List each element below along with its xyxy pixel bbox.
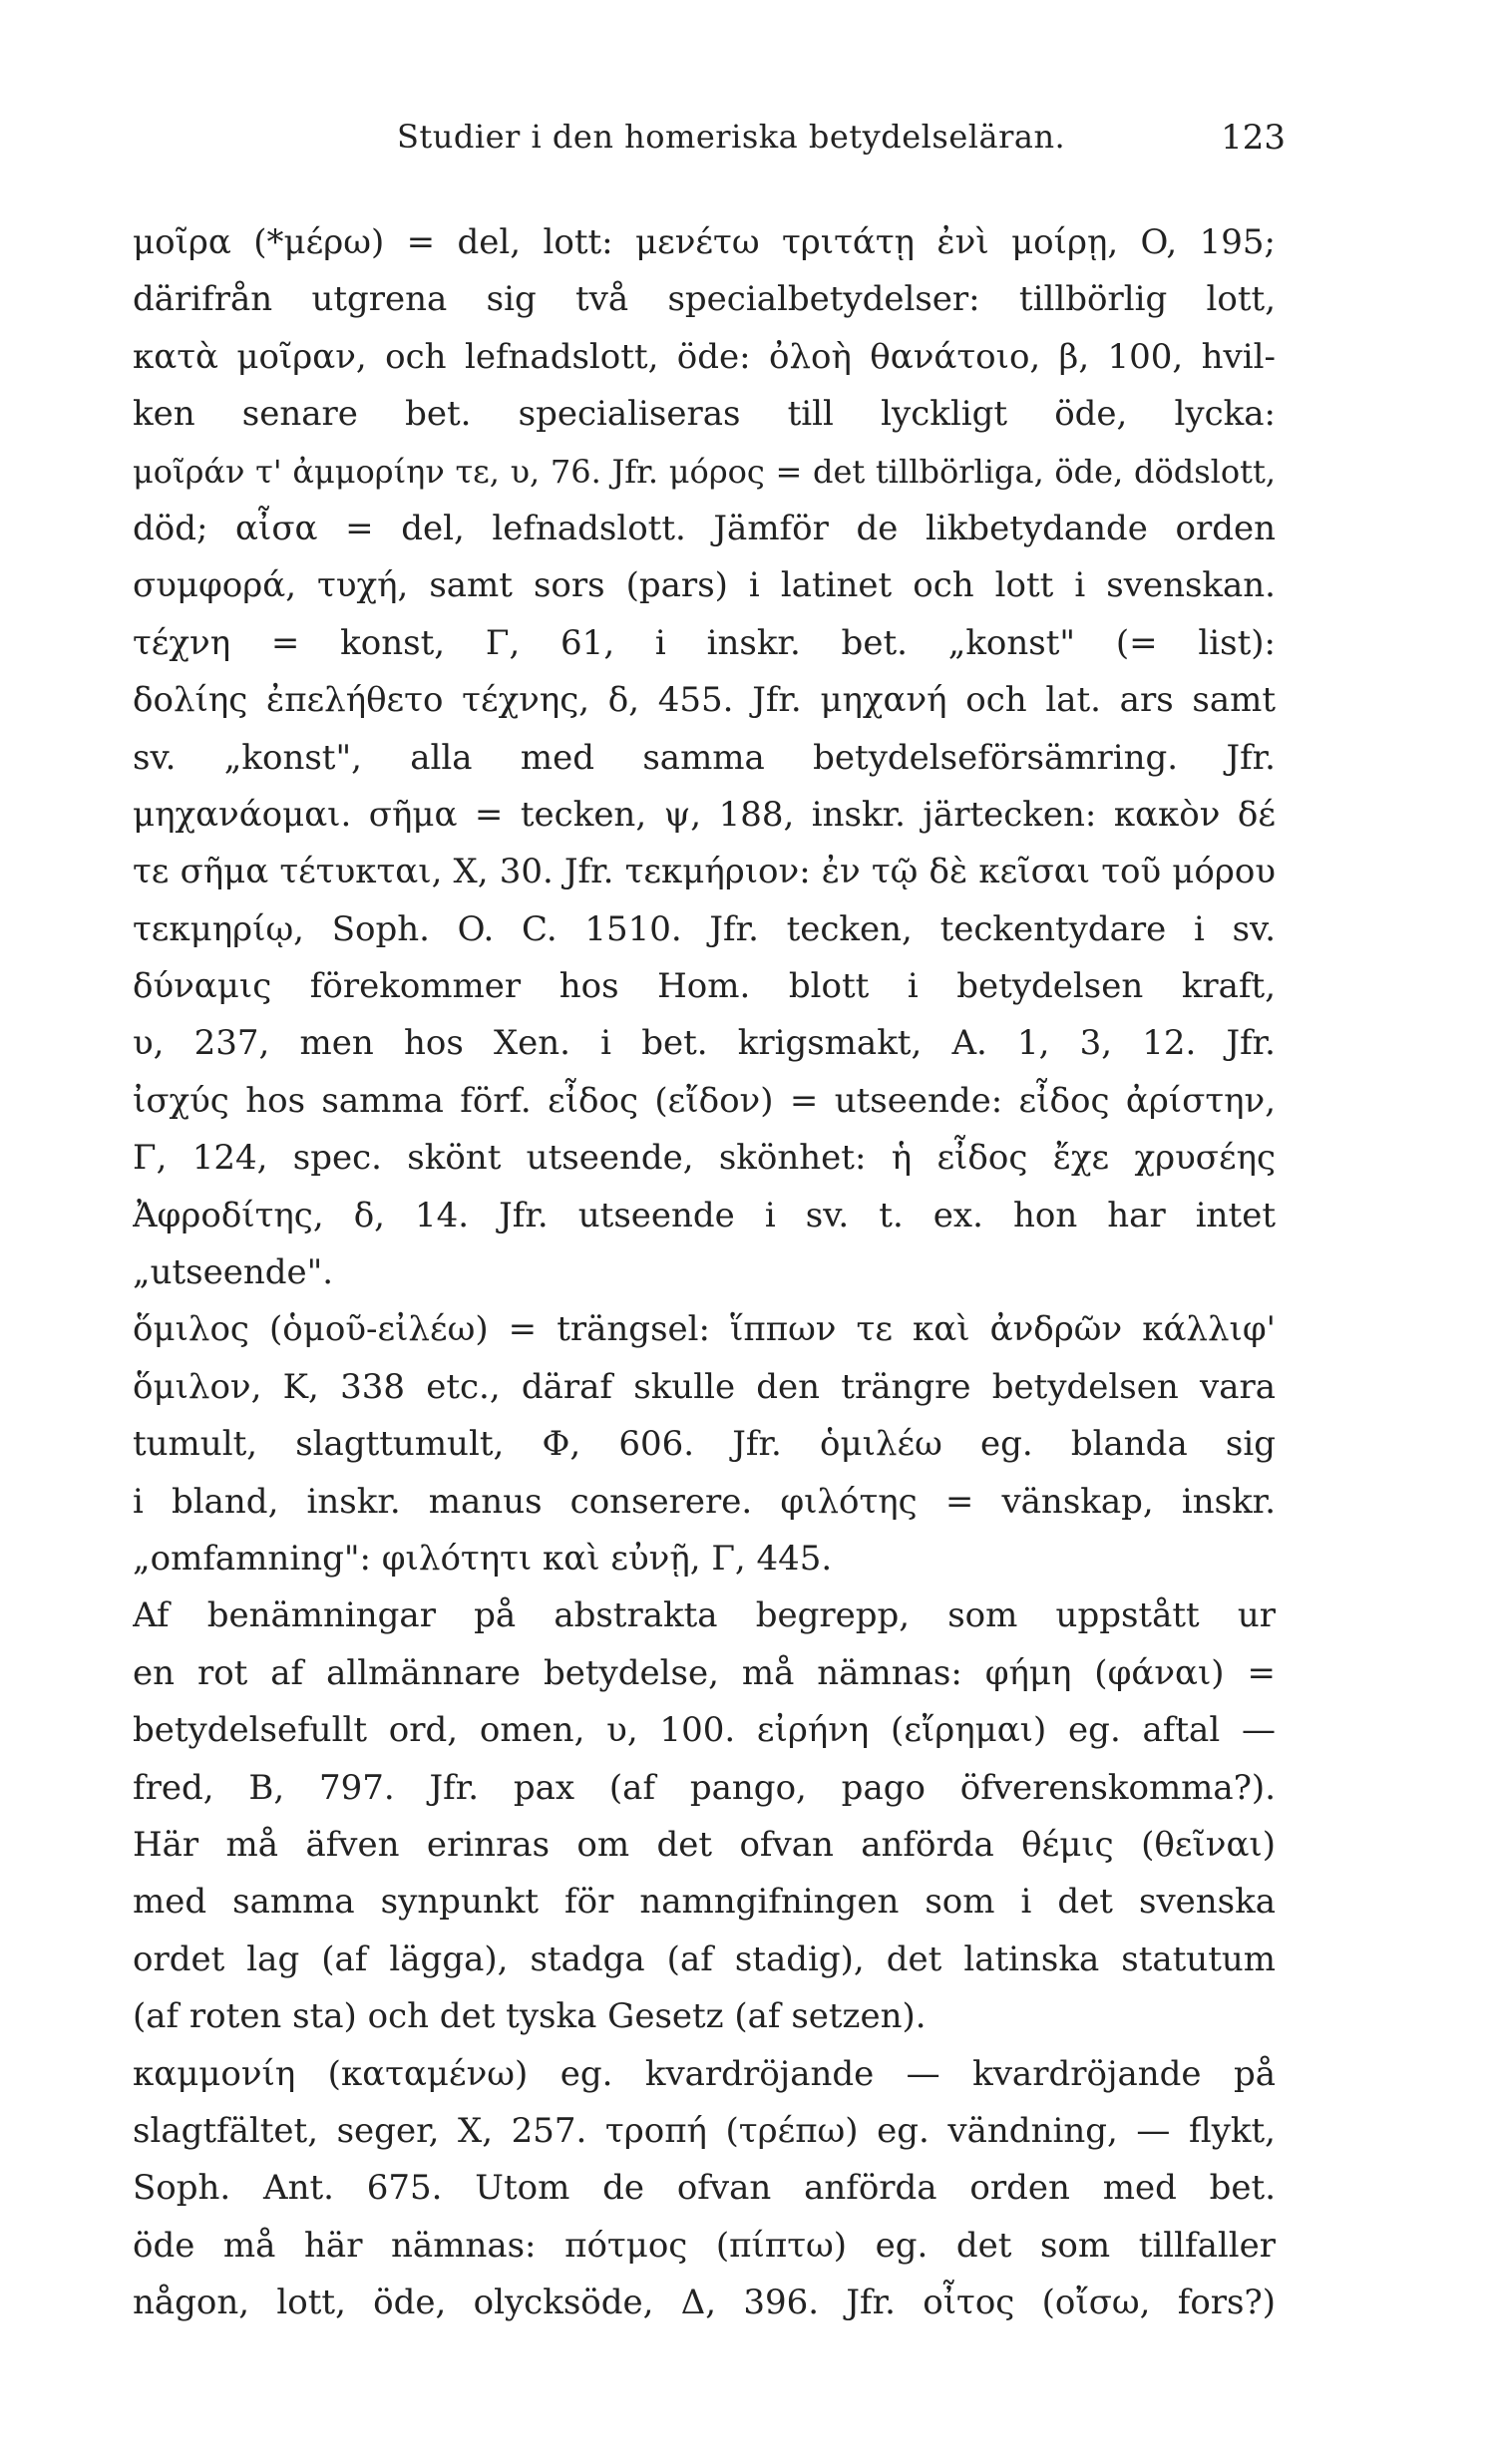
text-line: καμμονίη (καταμένω) eg. kvardröjande — kvardröjande på xyxy=(133,2053,1276,2094)
text-line: υ, 237, men hos Xen. i bet. krigsmakt, A. 1, 3, 12. Jfr. xyxy=(133,1023,1276,1064)
text-line: „utseende". xyxy=(133,1252,334,1293)
body-text xyxy=(133,214,1276,2331)
text-line: Ἀφροδίτης, δ, 14. Jfr. utseende i sv. t. ex. hon har intet xyxy=(133,1195,1276,1235)
text-line: öde må här nämnas: πότμος (πίπτω) eg. det som tillfaller xyxy=(133,2225,1276,2266)
text-line: ὅμιλον, K, 338 etc., däraf skulle den trängre betydelsen vara xyxy=(133,1366,1276,1407)
text-line: μοῖρα (*μέρω) = del, lott: μενέτω τριτάτῃ ἐνὶ μοίρῃ, O, 195; xyxy=(133,222,1276,262)
text-line: ken senare bet. specialiseras till lyckligt öde, lycka: xyxy=(133,394,1276,435)
text-line: tumult, slagttumult, Φ, 606. Jfr. ὁμιλέω eg. blanda sig xyxy=(133,1424,1276,1465)
running-head: Studier i den homeriska betydelseläran. xyxy=(397,118,1066,156)
text-line: „omfamning": φιλότητι καὶ εὐνῇ, Γ, 445. xyxy=(133,1538,833,1579)
text-line: någon, lott, öde, olycksöde, Δ, 396. Jfr. οἶτος (οἴσω, fors?) xyxy=(133,2283,1276,2323)
text-line: κατὰ μοῖραν, och lefnadslott, öde: ὀλοὴ θανάτοιο, β, 100, hvil- xyxy=(133,336,1276,377)
text-line: Γ, 124, spec. skönt utseende, skönhet: ἡ εἶδος ἔχε χρυσέης xyxy=(133,1138,1276,1179)
text-line: med samma synpunkt för namngifningen som i det svenska xyxy=(133,1882,1276,1923)
text-line: δύναμις förekommer hos Hom. blott i betydelsen kraft, xyxy=(133,966,1276,1007)
text-line: δολίης ἐπελήθετο τέχνης, δ, 455. Jfr. μηχανή och lat. ars samt xyxy=(133,680,1276,721)
text-line: Här må äfven erinras om det ofvan anförda θέμις (θεῖναι) xyxy=(133,1824,1276,1865)
page-header xyxy=(0,118,1490,177)
text-line: ὅμιλος (ὁμοῦ-εἰλέω) = trängsel: ἵππων τε καὶ ἀνδρῶν κάλλιφ' xyxy=(133,1309,1276,1350)
text-line: därifrån utgrena sig två specialbetydelser: tillbörlig lott, xyxy=(133,279,1276,320)
text-line: συμφορά, τυχή, samt sors (pars) i latinet och lott i svenskan. xyxy=(133,565,1276,606)
text-line: död; αἶσα = del, lefnadslott. Jämför de likbetydande orden xyxy=(133,508,1276,548)
text-line: i bland, inskr. manus conserere. φιλότης = vänskap, inskr. xyxy=(133,1481,1276,1522)
text-line: τέχνη = konst, Γ, 61, i inskr. bet. „konst" (= list): xyxy=(133,622,1276,663)
text-line: en rot af allmännare betydelse, må nämnas: φήμη (φάναι) = xyxy=(133,1652,1276,1693)
page-number: 123 xyxy=(1221,118,1286,158)
text-line: (af roten sta) och det tyska Gesetz (af setzen). xyxy=(133,1996,927,2037)
text-line: sv. „konst", alla med samma betydelseförsämring. Jfr. xyxy=(133,737,1276,778)
text-line: μοῖράν τ' ἀμμορίην τε, υ, 76. Jfr. μόρος = det tillbörliga, öde, dödslott, xyxy=(133,452,1276,491)
text-line: ordet lag (af lägga), stadga (af stadig), det latinska statutum xyxy=(133,1938,1276,1979)
text-line: slagtfältet, seger, X, 257. τροπή (τρέπω) eg. vändning, — flykt, xyxy=(133,2110,1276,2151)
text-line: Af benämningar på abstrakta begrepp, som uppstått ur xyxy=(133,1595,1276,1636)
text-line: τεκμηρίῳ, Soph. O. C. 1510. Jfr. tecken, teckentydare i sv. xyxy=(133,908,1276,949)
text-line: betydelsefullt ord, omen, υ, 100. εἰρήνη (εἴρημαι) eg. aftal — xyxy=(133,1710,1276,1751)
text-line: ἰσχύς hos samma förf. εἶδος (εἴδον) = utseende: εἶδος ἀρίστην, xyxy=(133,1080,1276,1121)
text-line: Soph. Ant. 675. Utom de ofvan anförda orden med bet. xyxy=(133,2168,1276,2209)
text-line: μηχανάομαι. σῆμα = tecken, ψ, 188, inskr. järtecken: κακὸν δέ xyxy=(133,794,1276,835)
text-line: τε σῆμα τέτυκται, X, 30. Jfr. τεκμήριον: ἐν τῷ δὲ κεῖσαι τοῦ μόρου xyxy=(133,852,1276,892)
text-line: fred, B, 797. Jfr. pax (af pango, pago öfverenskomma?). xyxy=(133,1767,1276,1808)
